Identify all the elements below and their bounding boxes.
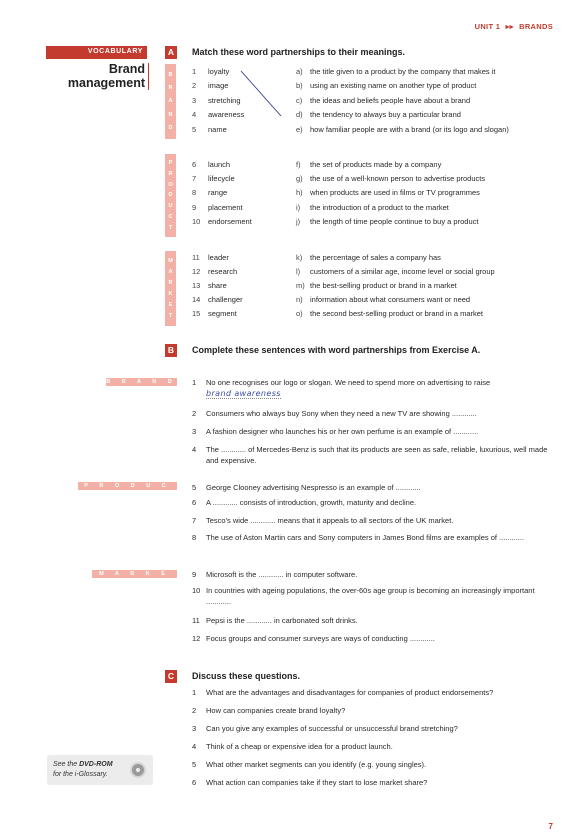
sentence-number: 5 [192, 483, 197, 492]
meaning-letter: c) [296, 96, 303, 105]
word-number: 5 [192, 125, 197, 134]
meaning-text: customers of a similar age, income level or social group [310, 267, 495, 276]
meaning-text: the tendency to always buy a particular brand [310, 110, 461, 119]
sentence-number: 12 [192, 634, 201, 643]
meaning-text: information about what consumers want or need [310, 295, 471, 304]
dvd-note-line2: for the i-Glossary. [53, 770, 108, 778]
word-number: 2 [192, 81, 197, 90]
sentence-text: Pepsi is the ............ in carbonated soft drinks. [206, 616, 358, 625]
word-number: 12 [192, 267, 201, 276]
sentence-text: Focus groups and consumer surveys are ways of conducting ............ [206, 634, 435, 643]
question-text: What action can companies take if they start to lose market share? [206, 778, 428, 787]
brand-horizontal-strip: B R A N D [106, 379, 177, 385]
section-title-line1: Brand [108, 62, 145, 76]
meaning-letter: n) [296, 295, 303, 304]
question-text: Think of a cheap or expensive idea for a product launch. [206, 742, 393, 751]
meaning-letter: d) [296, 110, 303, 119]
meaning-text: the ideas and beliefs people have about a brand [310, 96, 471, 105]
dvd-note-bold: DVD-ROM [79, 761, 113, 768]
word-text: awareness [208, 110, 245, 119]
meaning-text: the best-selling product or brand in a market [310, 281, 457, 290]
running-header [475, 22, 553, 31]
word-number: 10 [192, 217, 201, 226]
word-number: 6 [192, 160, 197, 169]
exercise-a-heading: Match these word partnerships to their meanings. [192, 47, 406, 57]
exercise-c-badge: C [165, 670, 177, 683]
word-number: 7 [192, 174, 197, 183]
market-horizontal-strip: M A R K E T [92, 570, 177, 578]
word-number: 14 [192, 295, 201, 304]
meaning-text: the introduction of a product to the market [310, 203, 449, 212]
sentence-text: The use of Aston Martin cars and Sony computers in James Bond films are examples of ............ [206, 533, 525, 542]
brand-vertical-strip: B R A N D [165, 64, 176, 139]
meaning-letter: g) [296, 174, 303, 183]
word-text: launch [208, 160, 231, 169]
word-text: research [208, 267, 238, 276]
handwritten-answer: brand awareness [206, 388, 281, 398]
sentence-number: 10 [192, 586, 201, 595]
word-text: placement [208, 203, 243, 212]
word-text: range [208, 188, 228, 197]
meaning-text: the length of time people continue to buy a product [310, 217, 479, 226]
sentence-text: George Clooney advertising Nespresso is an example of ............ [206, 483, 421, 492]
meaning-letter: b) [296, 81, 303, 90]
question-number: 2 [192, 706, 197, 715]
dvd-note-prefix: See the [53, 761, 80, 768]
product-vertical-strip: P R O D U C T [165, 154, 176, 237]
word-text: stretching [208, 96, 241, 105]
word-number: 9 [192, 203, 197, 212]
word-text: image [208, 81, 229, 90]
sentence-number: 1 [192, 378, 197, 387]
word-text: loyalty [208, 67, 230, 76]
word-number: 8 [192, 188, 197, 197]
meaning-letter: k) [296, 253, 303, 262]
question-number: 5 [192, 760, 197, 769]
word-text: leader [208, 253, 229, 262]
meaning-letter: f) [296, 160, 301, 169]
meaning-letter: e) [296, 125, 303, 134]
question-number: 3 [192, 724, 197, 733]
question-text: What are the advantages and disadvantages for companies of product endorsements? [206, 688, 494, 697]
question-text: How can companies create brand loyalty? [206, 706, 346, 715]
sentence-number: 4 [192, 445, 197, 454]
meaning-letter: a) [296, 67, 303, 76]
meaning-text: using an existing name on another type of product [310, 81, 477, 90]
meaning-letter: m) [296, 281, 305, 290]
sentence-number: 6 [192, 498, 197, 507]
sentence-text: A ............ consists of introduction, growth, maturity and decline. [206, 498, 417, 507]
meaning-text: the set of products made by a company [310, 160, 442, 169]
word-number: 3 [192, 96, 197, 105]
meaning-text: when products are used in films or TV programmes [310, 188, 480, 197]
question-text: What other market segments can you identify (e.g. young singles). [206, 760, 427, 769]
market-vertical-strip: M A R K E T [165, 251, 176, 326]
arrows-icon: ▸▸ [505, 22, 514, 31]
exercise-b-heading: Complete these sentences with word partnerships from Exercise A. [192, 345, 481, 355]
meaning-text: the percentage of sales a company has [310, 253, 441, 262]
sentence-number: 7 [192, 516, 197, 525]
word-text: share [208, 281, 227, 290]
sentence-text: Microsoft is the ............ in computer software. [206, 570, 358, 579]
sentence-number: 9 [192, 570, 197, 579]
question-number: 1 [192, 688, 197, 697]
disc-icon [130, 762, 146, 778]
word-text: challenger [208, 295, 243, 304]
sentence-number: 8 [192, 533, 197, 542]
word-number: 4 [192, 110, 197, 119]
question-text: Can you give any examples of successful or unsuccessful brand stretching? [206, 724, 458, 733]
word-number: 13 [192, 281, 201, 290]
match-line [235, 66, 295, 126]
sentence-number: 2 [192, 409, 197, 418]
question-number: 6 [192, 778, 197, 787]
question-number: 4 [192, 742, 197, 751]
vocabulary-tag: VOCABULARY [46, 46, 147, 59]
meaning-letter: j) [296, 217, 301, 226]
section-title-line2: management [67, 76, 145, 90]
word-text: endorsement [208, 217, 252, 226]
section-title [46, 62, 145, 90]
sentence-1-text: No one recognises our logo or slogan. We need to spend more on advertising to raise [206, 378, 491, 387]
sentence-number: 3 [192, 427, 197, 436]
meaning-letter: i) [296, 203, 301, 212]
word-text: segment [208, 309, 237, 318]
meaning-text: the title given to a product by the company that makes it [310, 67, 496, 76]
meaning-letter: o) [296, 309, 303, 318]
word-text: name [208, 125, 227, 134]
meaning-letter: l) [296, 267, 301, 276]
exercise-b-badge: B [165, 344, 177, 357]
word-text: lifecycle [208, 174, 235, 183]
sentence-text: Tesco's wide ............ means that it appeals to all sectors of the UK market. [206, 516, 454, 525]
sentence-text: The ............ of Mercedes-Benz is such that its products are seen as safe, reliable, luxurious, well made and expensive. [206, 445, 548, 465]
word-number: 15 [192, 309, 201, 318]
product-horizontal-strip: P R O D U C T [78, 482, 177, 490]
page-number: 7 [548, 822, 553, 831]
sentence-number: 11 [192, 616, 200, 625]
exercise-a-badge: A [165, 46, 177, 59]
sentence-text: Consumers who always buy Sony when they need a new TV are showing ............ [206, 409, 477, 418]
word-number: 1 [192, 67, 197, 76]
meaning-text: the second best-selling product or brand in a market [310, 309, 484, 318]
section-label: BRANDS [519, 22, 553, 31]
meaning-text: the use of a well-known person to advertise products [310, 174, 486, 183]
sentence-text [206, 378, 556, 399]
unit-label: UNIT 1 [474, 22, 501, 31]
word-number: 11 [192, 253, 200, 262]
sentence-text: A fashion designer who launches his or her own perfume is an example of ............ [206, 427, 479, 436]
meaning-text: how familiar people are with a brand (or its logo and slogan) [310, 125, 509, 134]
exercise-c-heading: Discuss these questions. [192, 671, 301, 681]
meaning-letter: h) [296, 188, 303, 197]
sentence-text: In countries with ageing populations, the over-60s age group is becoming an increasingly important ............ [206, 586, 535, 606]
title-divider [148, 63, 149, 90]
